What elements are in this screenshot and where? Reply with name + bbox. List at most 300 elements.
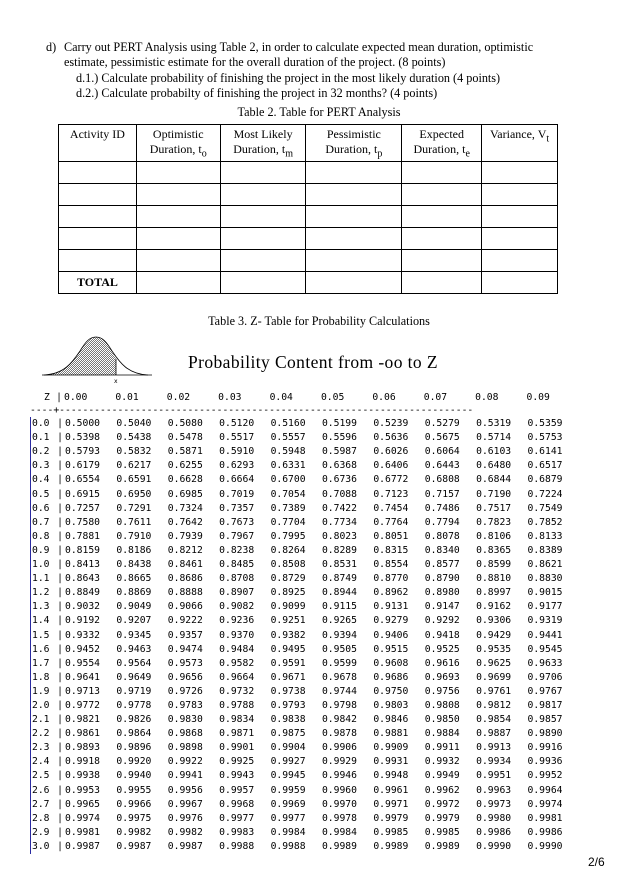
probability-cell: 0.9963	[476, 784, 512, 796]
probability-cell: 0.9857	[527, 714, 563, 726]
probability-cell: 0.7823	[476, 516, 512, 528]
probability-cell: 0.5793	[65, 446, 100, 458]
probability-cell: 0.9625	[476, 657, 512, 669]
probability-cell: 0.9279	[373, 615, 409, 627]
question-label: d)	[46, 40, 57, 54]
z-table-row: 0.4 | 0.6554 0.6591 0.6628 0.6664 0.6700 0.6736 0.6772 0.6808 0.6844 0.6879	[30, 473, 579, 487]
probability-cell: 0.9948	[373, 770, 409, 782]
probability-cell: 0.8686	[167, 573, 203, 585]
probability-cell: 0.9965	[65, 798, 100, 810]
z-value: 2.0	[30, 699, 55, 713]
probability-cell: 0.8665	[116, 573, 152, 585]
probability-cell: 0.9838	[270, 714, 306, 726]
probability-cell: 0.9977	[219, 812, 255, 824]
probability-cell: 0.9980	[476, 812, 512, 824]
z-table-row: 1.2 | 0.8849 0.8869 0.8888 0.8907 0.8925 0.8944 0.8962 0.8980 0.8997 0.9015	[30, 586, 579, 600]
probability-cell: 0.9984	[270, 826, 306, 838]
probability-cell: 0.8869	[116, 587, 152, 599]
probability-cell: 0.9649	[116, 671, 152, 683]
probability-cell: 0.9292	[424, 615, 460, 627]
probability-cell: 0.9952	[527, 770, 563, 782]
probability-cell: 0.9946	[321, 770, 357, 782]
probability-cell: 0.9985	[424, 826, 460, 838]
probability-cell: 0.9332	[65, 629, 100, 641]
probability-cell: 0.7704	[270, 516, 306, 528]
z-value: 1.4	[30, 614, 55, 628]
probability-cell: 0.8830	[527, 573, 563, 585]
probability-cell: 0.9750	[373, 685, 409, 697]
probability-cell: 0.9854	[476, 714, 512, 726]
probability-cell: 0.8365	[476, 544, 512, 556]
probability-cell: 0.9306	[476, 615, 512, 627]
question-line-1: Carry out PERT Analysis using Table 2, in order to calculate expected mean duration, optimistic	[64, 40, 534, 54]
header-optimistic: Optimistic Duration, $t_o$	[136, 125, 220, 162]
probability-cell: 0.9971	[373, 798, 409, 810]
probability-cell: 0.6591	[116, 474, 152, 486]
probability-cell: 0.9678	[321, 671, 357, 683]
probability-cell: 0.9959	[270, 784, 306, 796]
probability-cell: 0.6293	[219, 460, 255, 472]
probability-cell: 0.9049	[116, 601, 152, 613]
probability-cell: 0.9756	[424, 685, 460, 697]
probability-cell: 0.6915	[65, 488, 100, 500]
z-value: 0.2	[30, 445, 55, 459]
probability-cell: 0.7881	[65, 530, 100, 542]
probability-cell: 0.9738	[270, 685, 306, 697]
z-table-row: 2.0 | 0.9772 0.9778 0.9783 0.9788 0.9793 0.9798 0.9803 0.9808 0.9812 0.9817	[30, 699, 579, 713]
probability-cell: 0.8531	[321, 559, 357, 571]
z-table-row: 0.8 | 0.7881 0.7910 0.7939 0.7967 0.7995 0.8023 0.8051 0.8078 0.8106 0.8133	[30, 530, 579, 544]
z-table-header: Z | 0.00 0.01 0.02 0.03 0.04 0.05 0.06 0.07 0.08 0.09	[44, 392, 550, 403]
probability-cell: 0.8749	[321, 573, 357, 585]
z-value: 0.5	[30, 488, 55, 502]
probability-cell: 0.9920	[116, 756, 152, 768]
probability-cell: 0.7054	[270, 488, 306, 500]
probability-cell: 0.5120	[219, 418, 255, 430]
probability-cell: 0.9345	[116, 629, 152, 641]
probability-cell: 0.9525	[424, 643, 460, 655]
probability-cell: 0.9693	[424, 671, 460, 683]
probability-cell: 0.9429	[476, 629, 512, 641]
probability-cell: 0.9989	[424, 840, 460, 852]
probability-cell: 0.7967	[219, 530, 255, 542]
probability-cell: 0.7939	[167, 530, 203, 542]
header-expected: Expected Duration, $t_e$	[402, 125, 482, 162]
probability-cell: 0.5040	[116, 418, 152, 430]
probability-cell: 0.9929	[321, 756, 357, 768]
z-table-row: 1.0 | 0.8413 0.8438 0.8461 0.8485 0.8508 0.8531 0.8554 0.8577 0.8599 0.8621	[30, 558, 579, 572]
probability-cell: 0.9783	[167, 699, 203, 711]
question-line-2: estimate, pessimistic estimate for the overall duration of the project. (8 points)	[64, 55, 446, 70]
probability-cell: 0.9983	[219, 826, 255, 838]
probability-cell: 0.9934	[476, 756, 512, 768]
z-value: 2.9	[30, 826, 55, 840]
probability-cell: 0.9686	[373, 671, 409, 683]
probability-cell: 0.9987	[167, 840, 203, 852]
probability-cell: 0.9927	[270, 756, 306, 768]
probability-cell: 0.9821	[65, 714, 100, 726]
probability-cell: 0.9591	[270, 657, 306, 669]
probability-cell: 0.9987	[65, 840, 100, 852]
probability-cell: 0.9887	[476, 728, 512, 740]
probability-cell: 0.5000	[65, 418, 100, 430]
probability-cell: 0.6985	[167, 488, 203, 500]
probability-cell: 0.9941	[167, 770, 203, 782]
probability-cell: 0.6331	[270, 460, 306, 472]
probability-cell: 0.9938	[65, 770, 100, 782]
probability-cell: 0.9744	[321, 685, 357, 697]
probability-cell: 0.9115	[321, 601, 357, 613]
probability-cell: 0.6406	[373, 460, 409, 472]
z-table-row: 2.3 | 0.9893 0.9896 0.9898 0.9901 0.9904 0.9906 0.9909 0.9911 0.9913 0.9916	[30, 741, 579, 755]
probability-cell: 0.9066	[167, 601, 203, 613]
probability-cell: 0.5478	[167, 432, 203, 444]
probability-cell: 0.9236	[219, 615, 255, 627]
probability-cell: 0.9969	[270, 798, 306, 810]
probability-cell: 0.5871	[167, 446, 203, 458]
header-variance: Variance, $V_t$	[482, 125, 558, 162]
z-table-row: 1.9 | 0.9713 0.9719 0.9726 0.9732 0.9738 0.9744 0.9750 0.9756 0.9761 0.9767	[30, 685, 579, 699]
probability-cell: 0.9554	[65, 657, 100, 669]
probability-cell: 0.9884	[424, 728, 460, 740]
probability-cell: 0.5832	[116, 446, 152, 458]
probability-cell: 0.9767	[527, 685, 563, 697]
probability-cell: 0.9495	[270, 643, 306, 655]
probability-cell: 0.6628	[167, 474, 203, 486]
probability-cell: 0.7224	[527, 488, 563, 500]
probability-cell: 0.5319	[476, 418, 512, 430]
z-table-row: 1.6 | 0.9452 0.9463 0.9474 0.9484 0.9495 0.9505 0.9515 0.9525 0.9535 0.9545	[30, 643, 579, 657]
z-table-row: 0.1 | 0.5398 0.5438 0.5478 0.5517 0.5557 0.5596 0.5636 0.5675 0.5714 0.5753	[30, 431, 579, 445]
z-value: 2.2	[30, 727, 55, 741]
z-table-row: 1.4 | 0.9192 0.9207 0.9222 0.9236 0.9251 0.9265 0.9279 0.9292 0.9306 0.9319	[30, 614, 579, 628]
probability-cell: 0.9484	[219, 643, 255, 655]
z-table-row: 0.3 | 0.6179 0.6217 0.6255 0.6293 0.6331 0.6368 0.6406 0.6443 0.6480 0.6517	[30, 459, 579, 473]
probability-cell: 0.9177	[527, 601, 563, 613]
normal-curve-icon	[40, 333, 160, 385]
probability-cell: 0.9918	[65, 756, 100, 768]
z-table-row: 1.3 | 0.9032 0.9049 0.9066 0.9082 0.9099 0.9115 0.9131 0.9147 0.9162 0.9177	[30, 600, 579, 614]
probability-cell: 0.9793	[270, 699, 306, 711]
probability-cell: 0.9846	[373, 714, 409, 726]
probability-cell: 0.7190	[476, 488, 512, 500]
probability-cell: 0.9545	[527, 643, 563, 655]
probability-cell: 0.9772	[65, 699, 100, 711]
z-table-row: 2.7 | 0.9965 0.9966 0.9967 0.9968 0.9969 0.9970 0.9971 0.9972 0.9973 0.9974	[30, 798, 579, 812]
z-value: 2.5	[30, 769, 55, 783]
probability-cell: 0.7764	[373, 516, 409, 528]
probability-cell: 0.9222	[167, 615, 203, 627]
z-value: 1.9	[30, 685, 55, 699]
probability-cell: 0.6368	[321, 460, 357, 472]
z-value: 2.3	[30, 741, 55, 755]
probability-cell: 0.9515	[373, 643, 409, 655]
probability-cell: 0.9989	[373, 840, 409, 852]
z-value: 1.1	[30, 572, 55, 586]
probability-cell: 0.7088	[321, 488, 357, 500]
probability-cell: 0.6179	[65, 460, 100, 472]
probability-cell: 0.9830	[167, 714, 203, 726]
probability-cell: 0.9147	[424, 601, 460, 613]
z-table-row: 1.1 | 0.8643 0.8665 0.8686 0.8708 0.8729 0.8749 0.8770 0.8790 0.8810 0.8830	[30, 572, 579, 586]
z-value: 2.6	[30, 784, 55, 798]
probability-cell: 0.9974	[527, 798, 563, 810]
probability-cell: 0.9932	[424, 756, 460, 768]
probability-cell: 0.9808	[424, 699, 460, 711]
probability-cell: 0.8485	[219, 559, 255, 571]
probability-cell: 0.8186	[116, 544, 152, 556]
z-value: 0.8	[30, 530, 55, 544]
probability-cell: 0.9966	[116, 798, 152, 810]
probability-cell: 0.9382	[270, 629, 306, 641]
probability-cell: 0.6736	[321, 474, 357, 486]
z-table-row: 0.7 | 0.7580 0.7611 0.7642 0.7673 0.7704 0.7734 0.7764 0.7794 0.7823 0.7852	[30, 516, 579, 530]
z-table-row: 2.5 | 0.9938 0.9940 0.9941 0.9943 0.9945 0.9946 0.9948 0.9949 0.9951 0.9952	[30, 769, 579, 783]
probability-cell: 0.6064	[424, 446, 460, 458]
probability-cell: 0.9936	[527, 756, 563, 768]
probability-cell: 0.9985	[373, 826, 409, 838]
probability-cell: 0.9803	[373, 699, 409, 711]
probability-cell: 0.9357	[167, 629, 203, 641]
probability-cell: 0.9664	[219, 671, 255, 683]
probability-cell: 0.8389	[527, 544, 563, 556]
probability-cell: 0.9972	[424, 798, 460, 810]
z-table-body	[30, 417, 579, 854]
probability-cell: 0.7734	[321, 516, 357, 528]
probability-cell: 0.9925	[219, 756, 255, 768]
probability-cell: 0.9973	[476, 798, 512, 810]
z-value: 0.1	[30, 431, 55, 445]
probability-cell: 0.7324	[167, 502, 203, 514]
probability-cell: 0.8944	[321, 587, 357, 599]
probability-cell: 0.9922	[167, 756, 203, 768]
probability-cell: 0.9207	[116, 615, 152, 627]
probability-cell: 0.9474	[167, 643, 203, 655]
probability-cell: 0.9949	[424, 770, 460, 782]
probability-cell: 0.9394	[321, 629, 357, 641]
probability-cell: 0.7157	[424, 488, 460, 500]
z-table-row: 1.7 | 0.9554 0.9564 0.9573 0.9582 0.9591 0.9599 0.9608 0.9616 0.9625 0.9633	[30, 657, 579, 671]
table3-caption: Table 3. Z- Table for Probability Calculations	[208, 314, 430, 328]
probability-cell: 0.9989	[321, 840, 357, 852]
z-value: 2.7	[30, 798, 55, 812]
z-table-row: 2.6 | 0.9953 0.9955 0.9956 0.9957 0.9959 0.9960 0.9961 0.9962 0.9963 0.9964	[30, 784, 579, 798]
probability-cell: 0.5398	[65, 432, 100, 444]
probability-cell: 0.6480	[476, 460, 512, 472]
z-value: 2.4	[30, 755, 55, 769]
probability-cell: 0.8315	[373, 544, 409, 556]
probability-cell: 0.9955	[116, 784, 152, 796]
probability-cell: 0.7454	[373, 502, 409, 514]
probability-cell: 0.9713	[65, 685, 100, 697]
probability-cell: 0.5910	[219, 446, 255, 458]
probability-cell: 0.5239	[373, 418, 409, 430]
probability-cell: 0.9788	[219, 699, 255, 711]
probability-cell: 0.9719	[116, 685, 152, 697]
probability-cell: 0.9931	[373, 756, 409, 768]
probability-cell: 0.9582	[219, 657, 255, 669]
probability-cell: 0.9319	[527, 615, 563, 627]
pert-table	[58, 124, 558, 294]
probability-cell: 0.5753	[527, 432, 563, 444]
probability-cell: 0.8051	[373, 530, 409, 542]
probability-cell: 0.9192	[65, 615, 100, 627]
probability-cell: 0.8106	[476, 530, 512, 542]
probability-cell: 0.9913	[476, 742, 512, 754]
probability-cell: 0.8340	[424, 544, 460, 556]
probability-cell: 0.8790	[424, 573, 460, 585]
probability-cell: 0.8554	[373, 559, 409, 571]
probability-cell: 0.6844	[476, 474, 512, 486]
probability-cell: 0.5714	[476, 432, 512, 444]
z-value: 1.3	[30, 600, 55, 614]
probability-cell: 0.8980	[424, 587, 460, 599]
probability-cell: 0.7357	[219, 502, 255, 514]
pert-empty-row	[59, 228, 558, 250]
probability-cell: 0.9978	[321, 812, 357, 824]
probability-cell: 0.9940	[116, 770, 152, 782]
probability-cell: 0.8078	[424, 530, 460, 542]
subquestion-1: d.1.) Calculate probability of finishing the project in the most likely duration (4 points)	[76, 70, 501, 85]
probability-cell: 0.7642	[167, 516, 203, 528]
probability-cell: 0.6554	[65, 474, 100, 486]
curve-label: x	[114, 378, 118, 385]
z-value: 1.5	[30, 629, 55, 643]
probability-cell: 0.8599	[476, 559, 512, 571]
probability-cell: 0.9988	[270, 840, 306, 852]
probability-cell: 0.9370	[219, 629, 255, 641]
probability-cell: 0.6141	[527, 446, 563, 458]
probability-cell: 0.8907	[219, 587, 255, 599]
z-table-row: 2.9 | 0.9981 0.9982 0.9982 0.9983 0.9984 0.9984 0.9985 0.9985 0.9986 0.9986	[30, 826, 579, 840]
probability-cell: 0.9979	[424, 812, 460, 824]
probability-cell: 0.9943	[219, 770, 255, 782]
probability-cell: 0.7995	[270, 530, 306, 542]
probability-cell: 0.9901	[219, 742, 255, 754]
probability-cell: 0.7794	[424, 516, 460, 528]
probability-cell: 0.6026	[373, 446, 409, 458]
probability-cell: 0.7517	[476, 502, 512, 514]
z-value: 0.7	[30, 516, 55, 530]
probability-cell: 0.9699	[476, 671, 512, 683]
z-table-row: 0.6 | 0.7257 0.7291 0.7324 0.7357 0.7389 0.7422 0.7454 0.7486 0.7517 0.7549	[30, 502, 579, 516]
page-number: 2/6	[588, 855, 605, 869]
probability-cell: 0.6772	[373, 474, 409, 486]
probability-cell: 0.9945	[270, 770, 306, 782]
probability-cell: 0.9982	[167, 826, 203, 838]
probability-cell: 0.9778	[116, 699, 152, 711]
probability-cell: 0.9951	[476, 770, 512, 782]
probability-cell: 0.9968	[219, 798, 255, 810]
probability-cell: 0.9441	[527, 629, 563, 641]
z-value: 1.6	[30, 643, 55, 657]
probability-cell: 0.9099	[270, 601, 306, 613]
probability-cell: 0.9861	[65, 728, 100, 740]
probability-cell: 0.9599	[321, 657, 357, 669]
probability-cell: 0.9977	[270, 812, 306, 824]
probability-cell: 0.9976	[167, 812, 203, 824]
probability-cell: 0.8413	[65, 559, 100, 571]
probability-cell: 0.8159	[65, 544, 100, 556]
header-pessimistic: Pessimistic Duration, $t_p$	[306, 125, 402, 162]
probability-cell: 0.9875	[270, 728, 306, 740]
probability-cell: 0.9842	[321, 714, 357, 726]
probability-cell: 0.5438	[116, 432, 152, 444]
probability-cell: 0.7580	[65, 516, 100, 528]
probability-cell: 0.7549	[527, 502, 563, 514]
probability-cell: 0.7910	[116, 530, 152, 542]
probability-cell: 0.9573	[167, 657, 203, 669]
z-value: 2.1	[30, 713, 55, 727]
probability-cell: 0.9706	[527, 671, 563, 683]
z-value: 1.8	[30, 671, 55, 685]
probability-cell: 0.9641	[65, 671, 100, 683]
pert-empty-row	[59, 206, 558, 228]
probability-cell: 0.6517	[527, 460, 563, 472]
z-value: 0.4	[30, 473, 55, 487]
pert-empty-row	[59, 162, 558, 184]
probability-cell: 0.9988	[219, 840, 255, 852]
probability-cell: 0.9953	[65, 784, 100, 796]
z-value: 0.6	[30, 502, 55, 516]
pert-header-row	[59, 125, 558, 162]
table2-caption: Table 2. Table for PERT Analysis	[237, 105, 401, 119]
probability-cell: 0.9826	[116, 714, 152, 726]
probability-cell: 0.8708	[219, 573, 255, 585]
probability-cell: 0.9564	[116, 657, 152, 669]
probability-cell: 0.9975	[116, 812, 152, 824]
ztable-title: Probability Content from -oo to Z	[188, 352, 438, 372]
probability-cell: 0.9890	[527, 728, 563, 740]
probability-cell: 0.5517	[219, 432, 255, 444]
probability-cell: 0.8461	[167, 559, 203, 571]
probability-cell: 0.9906	[321, 742, 357, 754]
z-table-row: 1.8 | 0.9641 0.9649 0.9656 0.9664 0.9671 0.9678 0.9686 0.9693 0.9699 0.9706	[30, 671, 579, 685]
z-value: 3.0	[30, 840, 55, 854]
probability-cell: 0.9964	[527, 784, 563, 796]
probability-cell: 0.9898	[167, 742, 203, 754]
z-table-row: 2.8 | 0.9974 0.9975 0.9976 0.9977 0.9977 0.9978 0.9979 0.9979 0.9980 0.9981	[30, 812, 579, 826]
probability-cell: 0.9671	[270, 671, 306, 683]
probability-cell: 0.8888	[167, 587, 203, 599]
probability-cell: 0.9967	[167, 798, 203, 810]
z-table	[30, 391, 579, 854]
z-table-row: 2.2 | 0.9861 0.9864 0.9868 0.9871 0.9875 0.9878 0.9881 0.9884 0.9887 0.9890	[30, 727, 579, 741]
probability-cell: 0.9868	[167, 728, 203, 740]
probability-cell: 0.9984	[321, 826, 357, 838]
probability-cell: 0.8264	[270, 544, 306, 556]
probability-cell: 0.7673	[219, 516, 255, 528]
z-table-row: 0.5 | 0.6915 0.6950 0.6985 0.7019 0.7054 0.7088 0.7123 0.7157 0.7190 0.7224	[30, 488, 579, 502]
z-value: 1.0	[30, 558, 55, 572]
probability-cell: 0.7019	[219, 488, 255, 500]
probability-cell: 0.9986	[527, 826, 563, 838]
z-value: 1.7	[30, 657, 55, 671]
probability-cell: 0.9904	[270, 742, 306, 754]
probability-cell: 0.8212	[167, 544, 203, 556]
probability-cell: 0.9974	[65, 812, 100, 824]
probability-cell: 0.6255	[167, 460, 203, 472]
probability-cell: 0.9990	[476, 840, 512, 852]
probability-cell: 0.7123	[373, 488, 409, 500]
probability-cell: 0.9418	[424, 629, 460, 641]
probability-cell: 0.6879	[527, 474, 563, 486]
probability-cell: 0.8810	[476, 573, 512, 585]
probability-cell: 0.9896	[116, 742, 152, 754]
probability-cell: 0.5080	[167, 418, 203, 430]
probability-cell: 0.9987	[116, 840, 152, 852]
z-table-row: 2.4 | 0.9918 0.9920 0.9922 0.9925 0.9927 0.9929 0.9931 0.9932 0.9934 0.9936	[30, 755, 579, 769]
